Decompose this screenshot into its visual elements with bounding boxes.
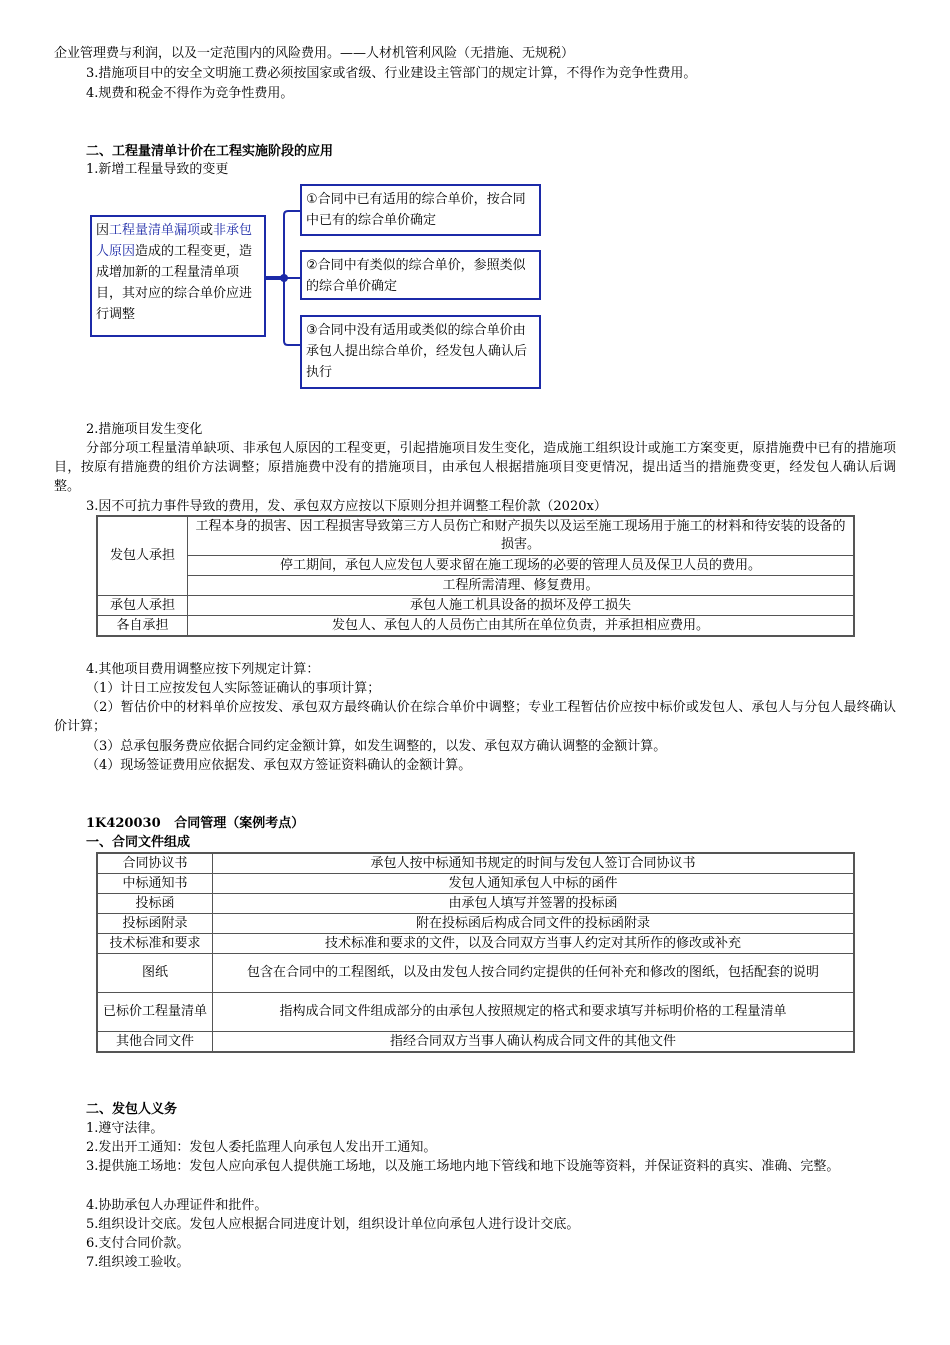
each-item-cell: 发包人、承包人的人员伤亡由其所在单位负责，并承担相应费用。 xyxy=(188,616,854,636)
section-heading: 二、工程量清单计价在工程实施阶段的应用 xyxy=(86,144,334,159)
contractor-label-cell: 承包人承担 xyxy=(98,596,188,616)
document-desc-cell: 发包人通知承包人中标的函件 xyxy=(213,874,854,894)
duty-item: 4.协助承包人办理证件和批件。 xyxy=(86,1198,268,1213)
owner-item-cell: 工程本身的损害、因工程损害导致第三方人员伤亡和财产损失以及运至施工现场用于施工的材料和待安装的设备的损害。 xyxy=(188,517,854,556)
table-row xyxy=(98,934,854,954)
main-text-mid: 或 xyxy=(200,223,214,238)
document-name-cell: 图纸 xyxy=(98,954,213,993)
main-text-pre: 因 xyxy=(96,223,110,238)
document-name-cell: 中标通知书 xyxy=(98,874,213,894)
table-row xyxy=(98,874,854,894)
intro-line-1: 企业管理费与利润，以及一定范围内的风险费用。——人材机管利风险（无措施、无规税） xyxy=(54,46,575,61)
diagram-box-similar-price: ②合同中有类似的综合单价，参照类似的综合单价确定 xyxy=(300,250,541,300)
chapter-heading xyxy=(86,814,304,833)
intro-line-2: 3.措施项目中的安全文明施工费必须按国家或省级、行业建设主管部门的规定计算，不得作为竞争性费用。 xyxy=(86,66,697,81)
measure-change-paragraph: 分部分项工程量清单缺项、非承包人原因的工程变更，引起措施项目发生变化，造成施工组织设计或施工方案变更，原措施费中已有的措施项目，按原有措施费的组价方法调整；原措施费中没有的措施项目，由承包人根据措施项目变更情况，提出适当的措施费变更，经发包人确认后调整。 xyxy=(54,441,896,494)
contractor-item-cell: 承包人施工机具设备的损坏及停工损失 xyxy=(188,596,854,616)
duty-item: 7.组织竣工验收。 xyxy=(86,1255,190,1270)
chapter-code: 1K420030 xyxy=(86,816,161,831)
table-row xyxy=(98,914,854,934)
document-desc-cell: 承包人按中标通知书规定的时间与发包人签订合同协议书 xyxy=(213,854,854,874)
table-row xyxy=(98,556,854,576)
main-text-highlight-2: 非承包人原因 xyxy=(96,223,253,259)
document-desc-cell: 指构成合同文件组成部分的由承包人按照规定的格式和要求填写并标明价格的工程量清单 xyxy=(213,993,854,1032)
document-desc-cell: 指经合同双方当事人确认构成合同文件的其他文件 xyxy=(213,1032,854,1052)
duty-item: 6.支付合同价款。 xyxy=(86,1236,190,1251)
document-name-cell: 投标函附录 xyxy=(98,914,213,934)
table-row xyxy=(98,517,854,556)
owner-item-cell: 停工期间，承包人应发包人要求留在施工现场的必要的管理人员及保卫人员的费用。 xyxy=(188,556,854,576)
document-desc-cell: 包含在合同中的工程图纸，以及由发包人按合同约定提供的任何补充和修改的图纸，包括配套的说明 xyxy=(213,954,854,993)
diagram-main-box xyxy=(90,215,266,337)
owner-item-cell: 工程所需清理、修复费用。 xyxy=(188,576,854,596)
owner-duties-heading: 二、发包人义务 xyxy=(86,1102,178,1117)
table-row xyxy=(98,616,854,636)
duty-item: 3.提供施工场地：发包人应向承包人提供施工场地，以及施工场地内地下管线和地下设施等资料，并保证资料的真实、准确、完整。 xyxy=(86,1159,840,1174)
table-row xyxy=(98,854,854,874)
table-row xyxy=(98,993,854,1032)
other-item-1: （1）计日工应按发包人实际签证确认的事项计算； xyxy=(86,681,381,696)
document-desc-cell: 由承包人填写并签署的投标函 xyxy=(213,894,854,914)
subheading-new-quantity: 1.新增工程量导致的变更 xyxy=(86,162,229,177)
document-name-cell: 其他合同文件 xyxy=(98,1032,213,1052)
owner-label-cell: 发包人承担 xyxy=(98,517,188,596)
each-label-cell: 各自承担 xyxy=(98,616,188,636)
table-row xyxy=(98,1032,854,1052)
document-name-cell: 合同协议书 xyxy=(98,854,213,874)
duty-item: 1.遵守法律。 xyxy=(86,1121,164,1136)
table-row xyxy=(98,954,854,993)
main-text-highlight-1: 工程量清单漏项 xyxy=(109,223,201,238)
table-row xyxy=(98,576,854,596)
document-name-cell: 投标函 xyxy=(98,894,213,914)
diagram-box-existing-price: ①合同中已有适用的综合单价，按合同中已有的综合单价确定 xyxy=(300,184,541,236)
force-majeure-table xyxy=(97,516,854,636)
chapter-title: 合同管理（案例考点） xyxy=(174,816,305,831)
contract-docs-heading: 一、合同文件组成 xyxy=(86,835,191,850)
table-row xyxy=(98,894,854,914)
subheading-measure-change: 2.措施项目发生变化 xyxy=(86,422,203,437)
table-row xyxy=(98,596,854,616)
other-item-3: （3）总承包服务费应依据合同约定金额计算，如发生调整的，以发、承包双方确认调整的金额计算。 xyxy=(86,739,667,754)
duty-item: 2.发出开工通知：发包人委托监理人向承包人发出开工通知。 xyxy=(86,1140,437,1155)
document-name-cell: 已标价工程量清单 xyxy=(98,993,213,1032)
contract-documents-table xyxy=(97,853,854,1052)
document-desc-cell: 附在投标函后构成合同文件的投标函附录 xyxy=(213,914,854,934)
contract-documents-body xyxy=(98,854,854,1052)
main-text-post: 造成的工程变更，造成增加新的工程量清单项目，其对应的综合单价应进行调整 xyxy=(96,244,253,322)
subheading-other-items: 4.其他项目费用调整应按下列规定计算： xyxy=(86,662,320,677)
document-name-cell: 技术标准和要求 xyxy=(98,934,213,954)
diagram-box-no-price: ③合同中没有适用或类似的综合单价由承包人提出综合单价，经发包人确认后执行 xyxy=(300,315,541,389)
subheading-force-majeure: 3.因不可抗力事件导致的费用，发、承包双方应按以下原则分担并调整工程价款（2020x） xyxy=(86,499,607,514)
document-desc-cell: 技术标准和要求的文件，以及合同双方当事人约定对其所作的修改或补充 xyxy=(213,934,854,954)
intro-line-3: 4.规费和税金不得作为竞争性费用。 xyxy=(86,86,294,101)
other-item-2: （2）暂估价中的材料单价应按发、承包双方最终确认价在综合单价中调整；专业工程暂估价应按中标价或发包人、承包人与分包人最终确认价计算； xyxy=(54,700,896,734)
other-item-4: （4）现场签证费用应依据发、承包双方签证资料确认的金额计算。 xyxy=(86,758,472,773)
duty-item: 5.组织设计交底。发包人应根据合同进度计划，组织设计单位向承包人进行设计交底。 xyxy=(86,1217,580,1232)
